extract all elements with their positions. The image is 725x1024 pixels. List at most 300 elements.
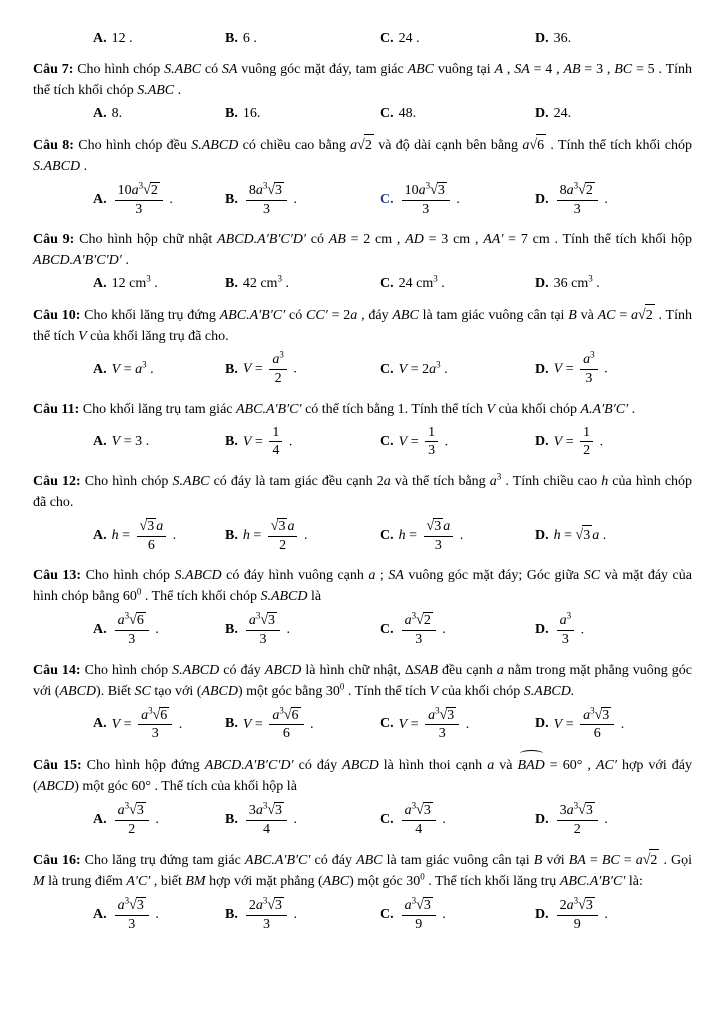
math-italic-run: a xyxy=(287,519,295,535)
fraction xyxy=(578,707,616,742)
sqrt-radical xyxy=(578,182,595,199)
text-run: 6 xyxy=(537,138,545,153)
math-italic-run: A xyxy=(494,62,504,77)
math-italic-run: h xyxy=(242,527,250,543)
radicand xyxy=(649,849,659,871)
text-run: 3 xyxy=(151,726,159,742)
radicand xyxy=(423,802,433,819)
text-run: = 4 , xyxy=(529,62,564,77)
text-run: = xyxy=(615,308,632,324)
fraction xyxy=(267,425,284,459)
text-run: 10 xyxy=(117,183,132,198)
text-run: 6 . xyxy=(242,31,257,46)
math-italic-run: B xyxy=(533,853,543,869)
text-run: 3 xyxy=(147,519,155,535)
option-value xyxy=(554,104,572,124)
text-run: có đáy xyxy=(310,853,357,869)
text-run: 2 xyxy=(559,898,567,914)
fraction-numerator xyxy=(402,182,450,200)
text-run: 8 xyxy=(248,183,256,198)
superscript: 3 xyxy=(255,610,261,621)
option-value xyxy=(554,705,625,744)
radicand xyxy=(136,612,146,629)
fraction-denominator xyxy=(402,915,436,933)
text-run: 3 xyxy=(262,201,270,217)
question-12 xyxy=(33,471,692,555)
text-run: . xyxy=(175,716,183,732)
math-italic-run: A.A′B′C′ xyxy=(580,401,629,417)
fraction xyxy=(423,425,440,459)
superscript: 0 xyxy=(339,681,345,692)
sqrt-radical xyxy=(267,182,284,199)
question-8-option-B xyxy=(225,180,380,219)
text-run: 3 xyxy=(248,803,256,819)
fraction xyxy=(555,897,600,932)
option-value xyxy=(554,611,585,649)
radical-sign-icon: √ xyxy=(578,802,586,819)
text-run: có đáy xyxy=(293,758,343,774)
text-run: 2 xyxy=(128,821,136,837)
math-italic-run: CC′ xyxy=(306,308,328,324)
text-run: . xyxy=(300,527,308,543)
radical-sign-icon: √ xyxy=(578,898,586,914)
text-run: 3 xyxy=(128,632,136,648)
math-italic-run: h xyxy=(111,527,119,543)
question-9-body xyxy=(33,229,692,271)
option-value xyxy=(399,423,448,461)
text-run: có thể tích bằng 1. Tính thể tích xyxy=(301,401,487,417)
question-9-option-A xyxy=(93,274,225,294)
text-run: . xyxy=(438,622,446,638)
sqrt-radical xyxy=(595,707,612,724)
fraction-denominator xyxy=(580,441,593,459)
question-15-option-C xyxy=(380,800,535,839)
text-run: 3 xyxy=(136,898,144,914)
text-run: = xyxy=(405,527,421,543)
fraction-numerator xyxy=(269,425,282,442)
text-run: Cho khối lăng trụ đứng xyxy=(84,308,220,324)
math-italic-run: a xyxy=(272,352,280,368)
math-italic-run: S.ABC xyxy=(164,62,202,77)
math-italic-run: a xyxy=(566,183,574,198)
question-7-options xyxy=(93,104,692,124)
question-12-option-D xyxy=(535,525,692,546)
text-run: Cho khối lăng trụ tam giác xyxy=(82,401,236,417)
fraction-denominator xyxy=(425,724,459,742)
fraction xyxy=(266,518,300,553)
math-italic-run: a xyxy=(487,758,495,774)
question-15-option-D xyxy=(535,800,692,839)
option-value xyxy=(112,800,159,839)
text-run: . xyxy=(290,191,298,207)
fraction xyxy=(244,802,289,837)
sqrt-radical xyxy=(440,707,457,724)
text-run: 3 xyxy=(275,803,283,819)
fraction-numerator xyxy=(402,612,436,630)
text-run: 3 xyxy=(135,201,143,217)
math-italic-run: S.ABCD xyxy=(33,159,81,174)
radicand xyxy=(291,707,301,724)
fraction-numerator xyxy=(269,707,303,725)
question-10-option-B xyxy=(225,350,380,388)
fraction-numerator xyxy=(557,610,575,630)
sqrt-radical xyxy=(267,802,284,819)
fraction-numerator xyxy=(246,612,280,630)
text-run: là: xyxy=(625,874,643,890)
radicand xyxy=(277,518,287,535)
text-run: Cho hình chóp xyxy=(85,568,175,584)
text-run: 24 . xyxy=(398,31,420,46)
sqrt-radical xyxy=(576,525,593,546)
text-run: . xyxy=(600,361,608,377)
question-15 xyxy=(33,754,692,839)
text-run: 3 xyxy=(275,898,283,914)
sqrt-radical xyxy=(143,182,160,199)
superscript: 3 xyxy=(436,358,441,369)
fraction-denominator xyxy=(402,630,436,648)
question-number-label: Câu 11: xyxy=(33,401,83,417)
text-run: . xyxy=(437,276,445,292)
option-value xyxy=(112,895,159,934)
text-run: của khối lăng trụ đã cho. xyxy=(86,329,229,345)
text-run: Cho hình chóp xyxy=(84,474,173,490)
sqrt-radical xyxy=(129,612,146,629)
question-7-option-C xyxy=(380,104,535,124)
fraction-denominator xyxy=(246,630,280,648)
sqrt-radical xyxy=(271,518,288,535)
radical-sign-icon: √ xyxy=(143,182,151,199)
fraction-numerator xyxy=(115,897,149,915)
radical-sign-icon: √ xyxy=(152,707,161,724)
math-italic-run: S.ABCD xyxy=(191,138,239,153)
text-run: tạo với ( xyxy=(150,683,202,699)
option-value xyxy=(112,180,173,219)
fraction xyxy=(244,612,282,647)
text-run: . xyxy=(599,528,607,544)
math-italic-run: h xyxy=(398,527,406,543)
sqrt-radical xyxy=(578,897,595,914)
question-7-option-B xyxy=(225,104,380,124)
question-16-option-D xyxy=(535,895,692,934)
math-italic-run: a xyxy=(404,613,412,629)
text-run: của khối chóp xyxy=(494,401,581,417)
text-run: = 7 cm . Tính thể tích khối hộp xyxy=(503,232,693,248)
text-run: 3 xyxy=(422,201,430,217)
math-italic-run: a xyxy=(135,361,143,377)
sqrt-radical xyxy=(267,897,284,914)
text-run: . xyxy=(80,159,88,174)
option-letter: D. xyxy=(535,31,549,46)
superscript: 3 xyxy=(124,610,130,621)
text-run: = xyxy=(560,528,576,544)
question-15-option-A xyxy=(93,800,225,839)
superscript: 3 xyxy=(433,273,438,284)
text-run: . xyxy=(600,907,608,923)
text-run: 3 xyxy=(128,917,136,933)
question-11-body xyxy=(33,399,692,420)
text-run: . xyxy=(283,622,291,638)
question-13 xyxy=(33,565,692,649)
math-italic-run: V xyxy=(111,361,121,377)
text-run: Cho hình hộp đứng xyxy=(86,758,205,774)
text-run: và xyxy=(494,758,518,774)
superscript: 0 xyxy=(136,586,142,597)
text-run: và xyxy=(576,308,598,324)
superscript: 0 xyxy=(420,871,425,882)
text-run: đều cạnh xyxy=(438,662,497,678)
text-run: 1 xyxy=(272,424,280,440)
radical-sign-icon: √ xyxy=(638,307,646,324)
radicand xyxy=(645,304,655,326)
math-italic-run: a xyxy=(635,853,643,869)
text-run: và độ dài cạnh bên bằng xyxy=(373,138,523,153)
text-run: 42 cm xyxy=(242,276,278,292)
text-run: = xyxy=(562,361,578,377)
question-8-option-A xyxy=(93,180,225,219)
fraction-numerator xyxy=(402,802,436,820)
question-15-options xyxy=(93,800,692,839)
fraction-numerator xyxy=(580,707,614,725)
text-run: = 2 cm , xyxy=(345,232,406,248)
text-run: . xyxy=(165,191,173,207)
question-number-label: Câu 14: xyxy=(33,662,85,678)
question-13-option-C xyxy=(380,610,535,649)
option-value xyxy=(554,800,608,839)
option-letter: A. xyxy=(93,276,107,292)
math-italic-run: S.ABCD xyxy=(260,589,308,605)
text-run: vuông góc mặt đáy; Góc giữa xyxy=(403,568,584,584)
text-run: . xyxy=(174,83,182,98)
text-run: . xyxy=(151,907,159,923)
radical-sign-icon: √ xyxy=(578,182,586,199)
fraction-numerator xyxy=(268,518,298,536)
text-run: = xyxy=(251,716,267,732)
fraction xyxy=(423,707,461,742)
fraction xyxy=(400,802,438,837)
text-run: Cho hình chóp xyxy=(77,62,165,77)
text-run: = xyxy=(562,716,578,732)
option-letter: B. xyxy=(225,907,238,923)
question-12-body xyxy=(33,471,692,513)
math-italic-run: a xyxy=(583,352,591,368)
math-italic-run: a xyxy=(566,803,574,819)
text-run: Cho hình hộp chữ nhật xyxy=(79,232,218,248)
option-letter: B. xyxy=(225,527,238,543)
option-value xyxy=(112,610,159,649)
text-run: . xyxy=(440,361,448,377)
fraction xyxy=(113,897,151,932)
text-run: 3 xyxy=(415,632,423,648)
math-italic-run: SA xyxy=(221,62,238,77)
option-value xyxy=(243,104,261,124)
sqrt-radical xyxy=(427,518,444,535)
fraction-denominator xyxy=(268,536,298,554)
question-8 xyxy=(33,134,692,219)
option-letter: C. xyxy=(380,361,394,377)
text-run: Cho hình chóp xyxy=(84,662,173,678)
text-run: , xyxy=(503,62,515,77)
math-italic-run: SC xyxy=(134,683,151,699)
text-run: là hình thoi cạnh xyxy=(378,758,488,774)
text-run: 2 xyxy=(248,898,256,914)
math-italic-run: SC xyxy=(583,568,601,584)
radical-sign-icon: √ xyxy=(426,518,435,535)
fraction-denominator xyxy=(246,200,287,218)
sqrt-radical xyxy=(638,304,655,326)
option-letter: D. xyxy=(535,106,549,121)
option-letter: D. xyxy=(535,907,549,923)
math-italic-run: ABCD xyxy=(201,683,238,699)
text-run: là tam giác vuông cân tại xyxy=(382,853,534,869)
text-run: = xyxy=(619,853,636,869)
text-run: . xyxy=(151,622,159,638)
option-letter: C. xyxy=(380,527,394,543)
text-run: . xyxy=(456,527,464,543)
text-run: 6 xyxy=(136,613,144,629)
text-run: . xyxy=(290,907,298,923)
fraction-denominator xyxy=(269,369,287,387)
math-italic-run: BAD xyxy=(517,758,545,774)
option-letter: A. xyxy=(93,361,107,377)
fraction-numerator xyxy=(402,897,436,915)
math-italic-run: AC′ xyxy=(595,758,617,774)
text-run: . xyxy=(452,191,460,207)
fraction xyxy=(578,349,600,387)
text-run: 3 xyxy=(434,537,442,553)
superscript: 3 xyxy=(590,349,595,360)
text-run: 3 xyxy=(423,898,431,914)
text-run: 6 xyxy=(147,537,155,553)
math-italic-run: a xyxy=(248,613,256,629)
text-run: 2 xyxy=(423,613,431,629)
question-9-options xyxy=(93,274,692,294)
text-run: ). Biết xyxy=(96,683,135,699)
radical-sign-icon: √ xyxy=(594,707,603,724)
text-run: . xyxy=(577,622,585,638)
question-13-option-D xyxy=(535,611,692,649)
question-15-body xyxy=(33,754,692,797)
option-letter: D. xyxy=(535,527,549,543)
radicand xyxy=(423,897,433,914)
text-run: 2 xyxy=(650,853,658,869)
math-italic-run: V xyxy=(398,716,408,732)
superscript: 3 xyxy=(148,705,153,716)
option-value xyxy=(399,705,470,744)
sqrt-radical xyxy=(416,802,433,819)
option-value xyxy=(399,800,446,839)
radical-sign-icon: √ xyxy=(416,612,424,629)
sqrt-radical xyxy=(284,707,301,724)
radicand xyxy=(274,802,284,819)
fraction-numerator xyxy=(137,518,167,536)
option-letter: A. xyxy=(93,907,107,923)
math-italic-run: ABC.A′B′C′ xyxy=(219,308,286,324)
option-letter: B. xyxy=(225,361,238,377)
radical-sign-icon: √ xyxy=(129,802,137,819)
option-letter: C. xyxy=(380,811,394,827)
superscript: 3 xyxy=(588,273,593,284)
math-italic-run: a xyxy=(131,183,139,198)
option-letter: C. xyxy=(380,191,394,207)
option-letter: B. xyxy=(225,622,238,638)
text-run: 6 xyxy=(593,726,601,742)
math-italic-run: S.ABC xyxy=(172,474,210,490)
option-letter: D. xyxy=(535,276,549,292)
question-13-options xyxy=(93,610,692,649)
math-italic-run: ABCD xyxy=(37,779,75,795)
option-letter: B. xyxy=(225,31,238,46)
math-italic-run: a xyxy=(428,707,436,723)
text-run: = xyxy=(562,434,578,450)
sqrt-radical xyxy=(129,897,146,914)
radicand xyxy=(585,897,595,914)
superscript: 3 xyxy=(573,895,579,906)
option-value xyxy=(399,516,464,555)
text-run: 3 xyxy=(428,443,436,459)
fraction-denominator xyxy=(115,630,149,648)
question-11-option-B xyxy=(225,423,380,461)
question-11-option-D xyxy=(535,423,692,461)
option-letter: B. xyxy=(225,811,238,827)
sqrt-radical xyxy=(529,134,546,156)
question-16-option-B xyxy=(225,895,380,934)
text-run: 4 xyxy=(272,443,280,459)
text-run: . xyxy=(281,276,289,292)
question-7 xyxy=(33,59,692,124)
text-run: 12 . xyxy=(111,31,133,46)
text-run: = 2 xyxy=(407,361,430,377)
text-run: 3 xyxy=(136,803,144,819)
text-run: có xyxy=(285,308,307,324)
text-run: 3 xyxy=(583,528,591,544)
question-10-options xyxy=(93,350,692,388)
fraction-numerator xyxy=(425,707,459,725)
fraction-denominator xyxy=(425,441,438,459)
radicand xyxy=(433,518,443,535)
text-run: 2 xyxy=(585,183,593,198)
math-italic-run: ABCD.A′B′C′D′ xyxy=(217,232,306,248)
math-italic-run: a xyxy=(631,308,639,324)
text-run: 36 cm xyxy=(553,276,589,292)
option-value xyxy=(554,180,608,219)
question-13-option-B xyxy=(225,610,380,649)
fraction-denominator xyxy=(557,820,598,838)
option-value xyxy=(554,423,603,461)
math-italic-run: M xyxy=(33,874,45,890)
option-value xyxy=(554,525,607,546)
text-run: 36. xyxy=(553,31,572,46)
option-letter: C. xyxy=(380,716,394,732)
math-italic-run: a xyxy=(443,519,451,535)
fraction xyxy=(555,182,600,217)
option-value xyxy=(243,180,297,219)
radicand xyxy=(146,518,156,535)
math-italic-run: AB xyxy=(563,62,581,77)
text-run: là trung điểm xyxy=(44,874,127,890)
text-run: 48. xyxy=(398,106,417,121)
math-italic-run: a xyxy=(141,707,149,723)
text-run: là xyxy=(307,589,322,605)
text-run: 3 xyxy=(561,631,569,647)
superscript: 3 xyxy=(262,800,268,811)
text-run: . Tính thể tích xyxy=(344,683,430,699)
math-italic-run: ABC.A′B′C′ xyxy=(559,874,626,890)
sqrt-radical xyxy=(357,134,374,156)
math-italic-run: a xyxy=(383,474,391,490)
question-9-option-B xyxy=(225,274,380,294)
text-run: có đáy là tam giác đều cạnh 2 xyxy=(209,474,384,490)
fraction xyxy=(422,518,456,553)
